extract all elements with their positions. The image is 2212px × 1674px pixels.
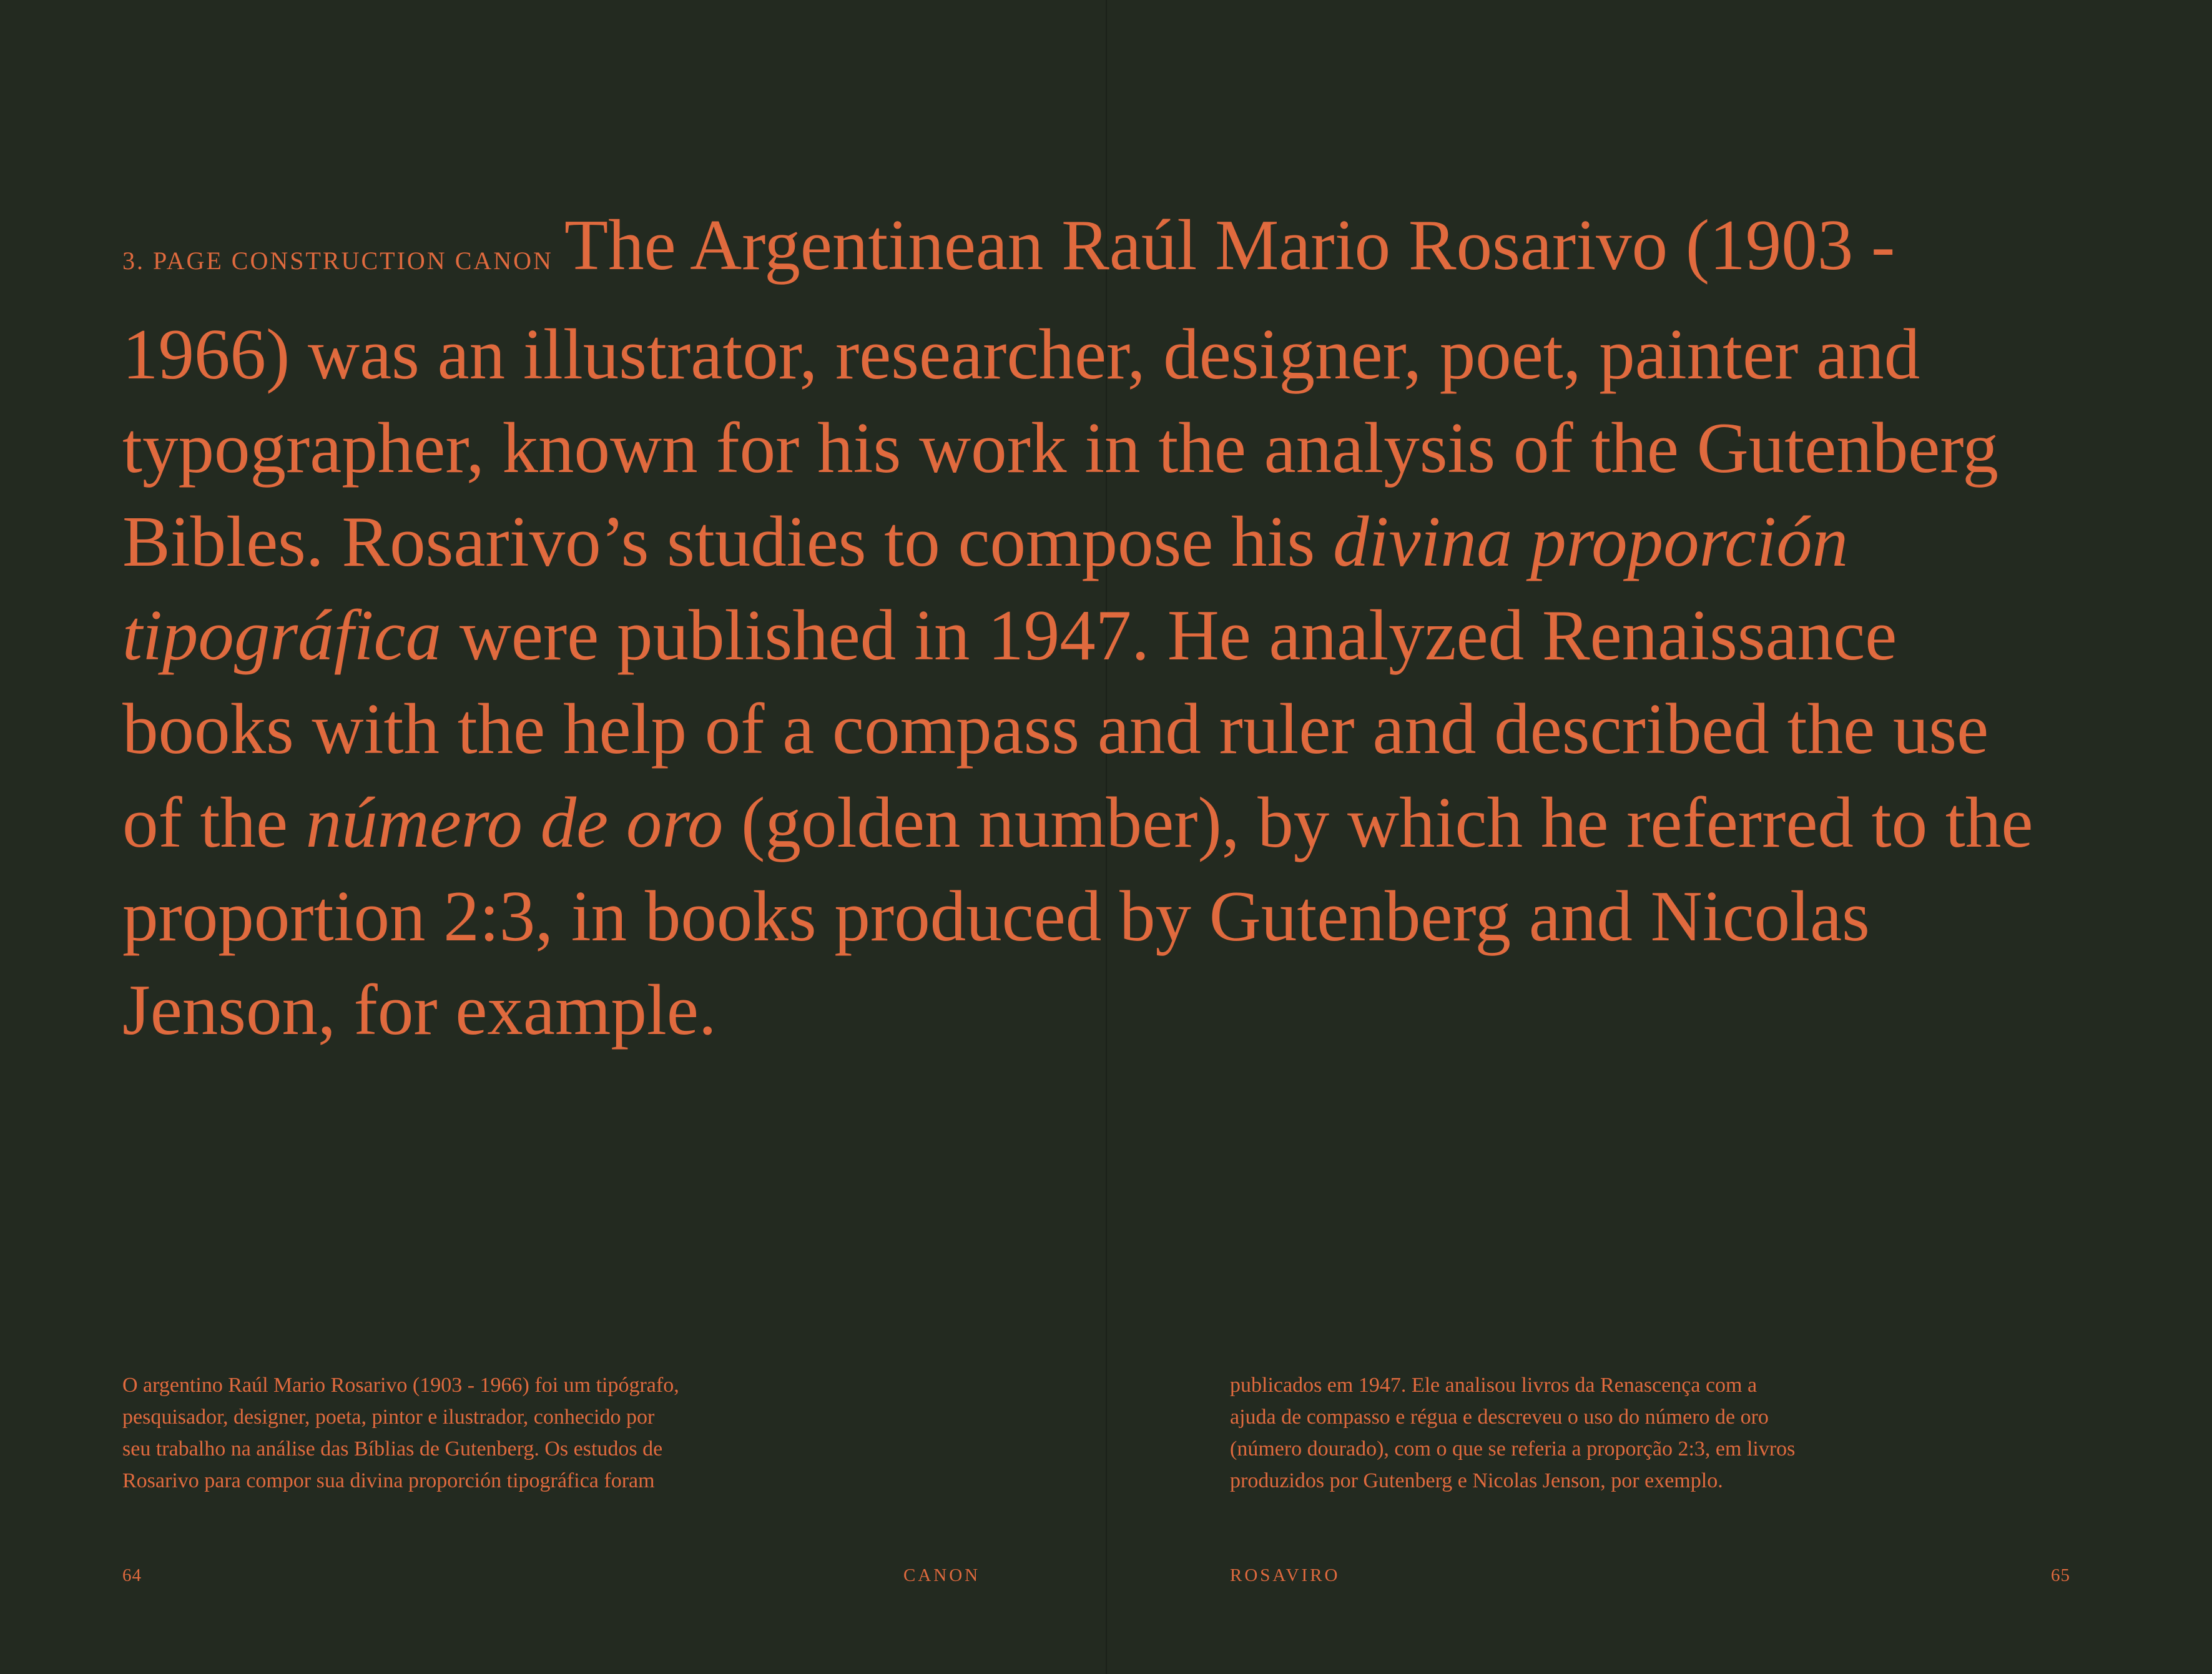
caption-line: ajuda de compasso e régua e descreveu o uso do número de oro (1230, 1406, 1769, 1429)
feature-italic-1: divina proporción tipográfica (122, 502, 1849, 675)
feature-text-part-2: were published in 1947. He analyzed Renaissance books with the help of a compass and ruler and described the use of the (122, 596, 1989, 862)
left-page-number: 64 (122, 1565, 142, 1585)
feature-text-part-1: The Argentinean Raúl Mario Rosarivo (1903 - 1966) was an illustrator, researcher, designer, poet, painter and typographer, known for his work in the analysis of the Gutenberg Bibles. Rosarivo’s studies to compose his (122, 205, 1998, 581)
caption-line: seu trabalho na análise das Bíblias de Gutenberg. Os estudos de (122, 1437, 663, 1460)
caption-line: O argentino Raúl Mario Rosarivo (1903 - 1966) foi um tipógrafo, (122, 1374, 679, 1397)
caption-left-page (122, 1369, 784, 1497)
caption-line: publicados em 1947. Ele analisou livros da Renascença com a (1230, 1374, 1757, 1397)
caption-right-page (1230, 1369, 1892, 1497)
left-running-head: CANON (903, 1565, 981, 1585)
right-page-number: 65 (2051, 1565, 2070, 1585)
caption-line: pesquisador, designer, poeta, pintor e ilustrador, conhecido por (122, 1406, 655, 1429)
caption-line: (número dourado), com o que se referia a proporção 2:3, em livros (1230, 1437, 1796, 1460)
caption-line: produzidos por Gutenberg e Nicolas Jenson, por exemplo. (1230, 1469, 1723, 1492)
feature-text-part-3: (golden number), by which he referred to the proportion 2:3, in books produced by Gutenberg and Nicolas Jenson, for example. (122, 783, 2033, 1050)
feature-italic-2: número de oro (305, 783, 724, 862)
section-kicker: 3. PAGE CONSTRUCTION CANON (122, 247, 553, 275)
feature-paragraph (122, 199, 2064, 1057)
caption-line: Rosarivo para compor sua divina proporción tipográfica foram (122, 1469, 655, 1492)
right-running-head: ROSAVIRO (1230, 1565, 1340, 1585)
